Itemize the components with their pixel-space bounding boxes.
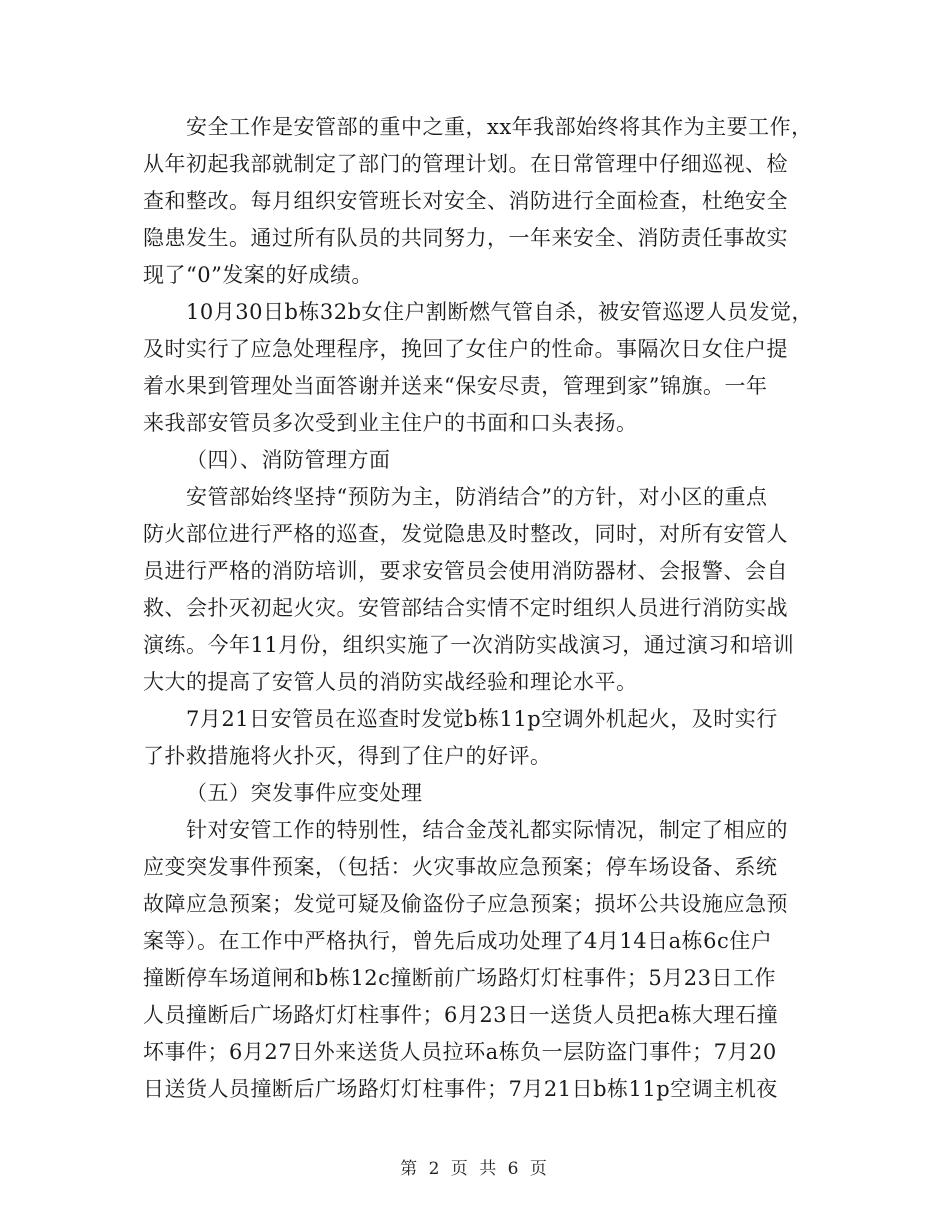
body-text-line: 7月21日安管员在巡查时发觉b栋11p空调外机起火，及时实行 <box>186 707 778 731</box>
body-text-line: 安管部始终坚持“预防为主，防消结合”的方针，对小区的重点 <box>186 485 768 509</box>
body-text-line: 救、会扑灭初起火灾。安管部结合实情不定时组织人员进行消防实战 <box>143 596 788 620</box>
body-text-line: 演练。今年11月份，组织实施了一次消防实战演习，通过演习和培训 <box>143 633 795 657</box>
body-text-line: 大大的提高了安管人员的消防实战经验和理论水平。 <box>143 670 638 694</box>
body-text-line: 坏事件；6月27日外来送货人员拉环a栋负一层防盗门事件；7月20 <box>143 1040 777 1064</box>
body-text-line: 10月30日b栋32b女住户割断燃气管自杀，被安管巡逻人员发觉， <box>186 300 814 324</box>
body-text-line: 及时实行了应急处理程序，挽回了女住户的性命。事隔次日女住户提 <box>143 337 788 361</box>
body-text-line: 撞断停车场道闸和b栋12c撞断前广场路灯灯柱事件；5月23日工作 <box>143 966 777 990</box>
body-text-line: 安全工作是安管部的重中之重，xx年我部始终将其作为主要工作， <box>186 115 813 139</box>
body-text-line: 了扑救措施将火扑灭，得到了住户的好评。 <box>143 744 552 768</box>
body-text-line: 查和整改。每月组织安管班长对安全、消防进行全面检查，杜绝安全 <box>143 189 788 213</box>
body-text-line: 员进行严格的消防培训，要求安管员会使用消防器材、会报警、会自 <box>143 559 788 583</box>
body-text-line: 着水果到管理处当面答谢并送来“保安尽责，管理到家”锦旗。一年 <box>143 374 768 398</box>
body-text-line: 故障应急预案；发觉可疑及偷盗份子应急预案；损坏公共设施应急预 <box>143 892 788 916</box>
section-heading: （五）突发事件应变处理 <box>186 781 423 805</box>
body-text-line: 隐患发生。通过所有队员的共同努力，一年来安全、消防责任事故实 <box>143 226 788 250</box>
section-heading: （四）、消防管理方面 <box>186 448 391 472</box>
body-text-line: 来我部安管员多次受到业主住户的书面和口头表扬。 <box>143 411 638 435</box>
body-text-line: 日送货人员撞断后广场路灯灯柱事件；7月21日b栋11p空调主机夜 <box>143 1077 778 1101</box>
body-text-line: 现了“0”发案的好成绩。 <box>143 263 373 287</box>
body-text-line: 从年初起我部就制定了部门的管理计划。在日常管理中仔细巡视、检 <box>143 152 788 176</box>
body-text-line: 针对安管工作的特别性，结合金茂礼都实际情况，制定了相应的 <box>186 818 788 842</box>
body-text-line: 防火部位进行严格的巡查，发觉隐患及时整改，同时，对所有安管人 <box>143 522 788 546</box>
page-footer: 第 2 页 共 6 页 <box>400 1159 550 1179</box>
body-text-line: 案等）。在工作中严格执行，曾先后成功处理了4月14日a栋6c住户 <box>143 929 773 953</box>
body-text-line: 应变突发事件预案，（包括：火灾事故应急预案；停车场设备、系统 <box>143 855 778 879</box>
body-text-line: 人员撞断后广场路灯灯柱事件；6月23日一送货人员把a栋大理石撞 <box>143 1003 779 1027</box>
